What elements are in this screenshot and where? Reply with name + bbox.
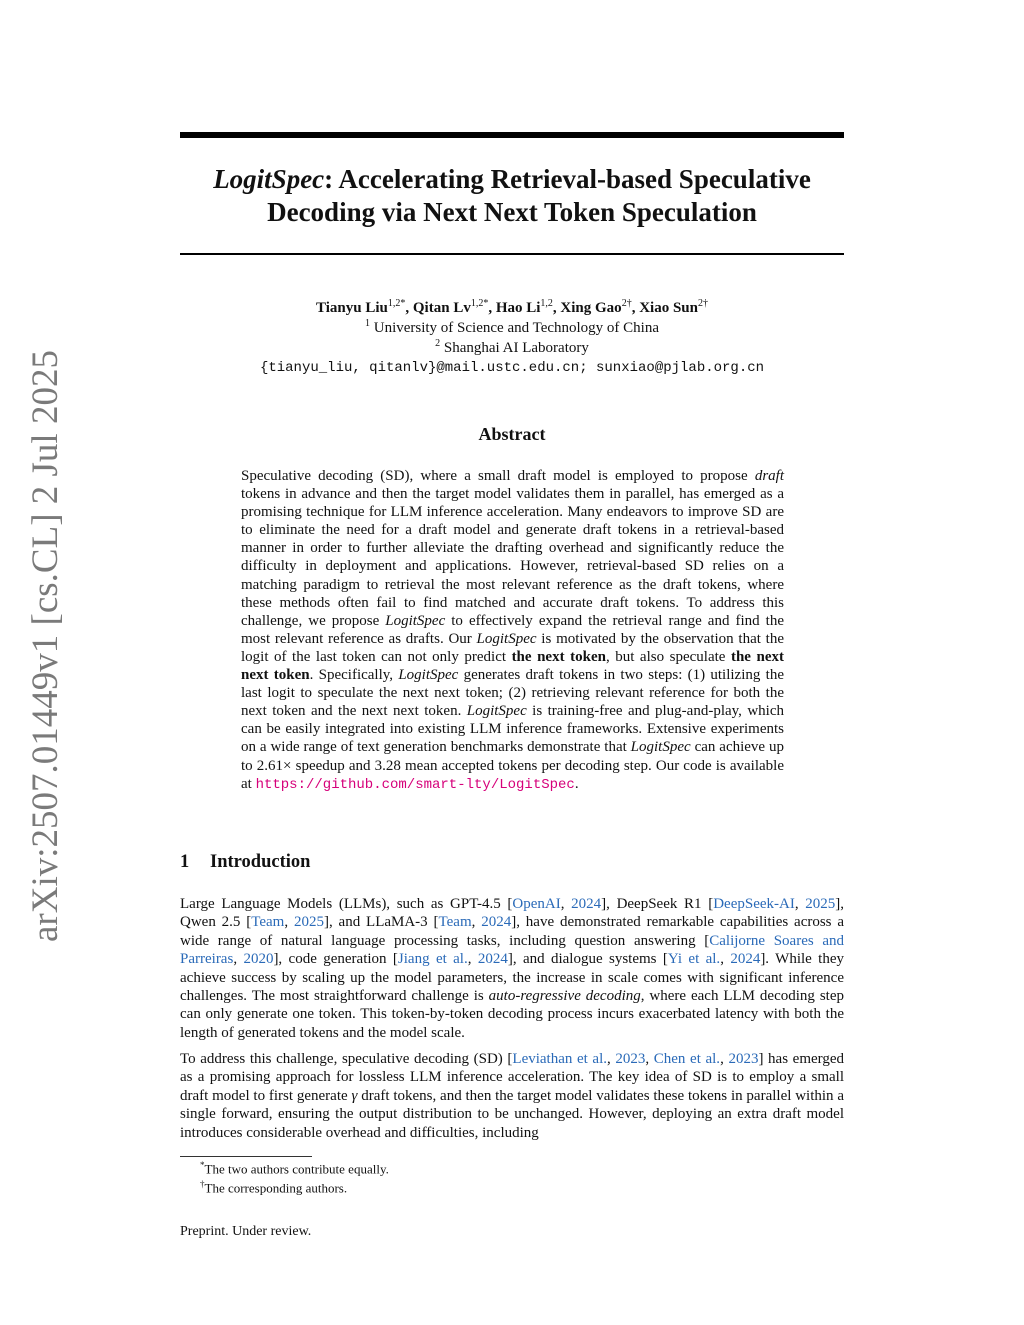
- citation-link[interactable]: Chen et al.: [653, 1051, 721, 1067]
- code-url-link[interactable]: https://github.com/smart-lty/LogitSpec: [255, 776, 575, 793]
- abstract-body: Speculative decoding (SD), where a small draft model is employed to propose draft tokens in advance and then the target model validates them in parallel, has emerged as a promising technique for LLM inference acceleration. Many endeavors to improve SD are to eliminate the need for a draft model and generate draft tokens in a retrieval-based manner in order to further alleviate the drafting overhead and significantly reduce the difficulty in deployment and applications. However, retrieval-based SD relies on a matching paradigm to retrieval the most relevant reference as the draft tokens, where these methods often fail to find matched and accurate draft tokens. To address this challenge, we propose LogitSpec to effectively expand the retrieval range and find the most relevant reference as drafts. Our LogitSpec is motivated by the observation that the logit of the last token can not only predict the next token, but also speculate the next next token. Specifically, LogitSpec generates draft tokens in two steps: (1) utilizing the last logit to speculate the next next token; (2) retrieving relevant reference for both the next token and the next next token. LogitSpec is training-free and plug-and-play, which can be easily integrated into existing LLM inference frameworks. Extensive experiments on a wide range of text generation benchmarks demonstrate that LogitSpec can achieve up to 2.61× speedup and 3.28 mean accepted tokens per decoding step. Our code is available at https://github.com/smart-lty/LogitSpec.: [241, 468, 785, 793]
- citation-link[interactable]: 2024: [571, 896, 602, 912]
- arxiv-identifier-stamp: arXiv:2507.01449v1 [cs.CL] 2 Jul 2025: [25, 350, 66, 942]
- author-emails: {tianyu_liu, qitanlv}@mail.ustc.edu.cn; sunxiao@pjlab.org.cn: [259, 360, 765, 376]
- title-top-rule: [180, 132, 844, 138]
- citation-link[interactable]: Leviathan et al.: [512, 1051, 608, 1067]
- citation-link[interactable]: OpenAI: [512, 896, 561, 912]
- affiliation-1: $^1$ University of Science and Technology of China: [364, 318, 660, 336]
- citation-link[interactable]: 2024: [477, 951, 508, 968]
- citation-link[interactable]: Yi et al.: [667, 951, 721, 968]
- citation-link[interactable]: DeepSeek-AI: [713, 896, 795, 912]
- citation-link[interactable]: 2024: [730, 951, 761, 968]
- citation-link[interactable]: Team: [251, 914, 285, 931]
- citation-link[interactable]: 2025: [293, 914, 324, 931]
- section-heading-introduction: 1 Introduction: [180, 852, 311, 872]
- citation-link[interactable]: Calijorne Soares and Parreiras: [180, 932, 844, 968]
- citation-link[interactable]: 2020: [243, 951, 274, 968]
- intro-paragraph-1: Large Language Models (LLMs), such as GPT-4.5 [OpenAI, 2024], DeepSeek R1 [DeepSeek-AI, 2025], Qwen 2.5 [Team, 2025], and LLaMA-3 [Team, 2024], have demonstrated remarkable capabilities across a wide range of natural language processing tasks, including question answering [Calijorne Soares and Parreiras, 2020], code generation [Jiang et al., 2024], and dialogue systems [Yi et al., 2024]. While they achieve success by scaling up the model parameters, the increase in scale comes with significant inference challenges. The most straightforward challenge is auto-regressive decoding, where each LLM decoding step can only generate one token. This token-by-token decoding process incurs exacerbated latency with both the length of generated tokens and the model scale.: [180, 896, 845, 1041]
- footnote-corresponding-authors: †The corresponding authors.: [200, 1179, 348, 1196]
- preprint-notice: Preprint. Under review.: [180, 1224, 312, 1239]
- citation-link[interactable]: 2023: [615, 1051, 646, 1067]
- citation-link[interactable]: Team: [438, 914, 472, 931]
- citation-link[interactable]: 2025: [805, 896, 836, 912]
- citation-link[interactable]: 2024: [481, 914, 512, 931]
- author-block: [180, 298, 844, 378]
- intro-paragraph-2: To address this challenge, speculative decoding (SD) [Leviathan et al., 2023, Chen et al., 2023] has emerged as a promising approach for lossless LLM inference acceleration. The key idea of SD is to employ a small draft model to first generate γ draft tokens, and then the target model validates these tokens in parallel within a single forward, ensuring the output distribution to be unchanged. However, deploying an extra draft model introduces considerable overhead and difficulties, including: [180, 1051, 845, 1141]
- citation-link[interactable]: Jiang et al.: [397, 951, 468, 968]
- paper-title: LogitSpec: Accelerating Retrieval-based Speculative Decoding via Next Next Token Speculation: [213, 164, 811, 227]
- affiliation-2: $^2$ Shanghai AI Laboratory: [435, 338, 589, 356]
- citation-link[interactable]: 2023: [728, 1051, 759, 1067]
- footnote-equal-contribution: *The two authors contribute equally.: [200, 1160, 389, 1177]
- author-names: Tianyu Liu$^{1,2*}$, Qitan $Lv^{1,2*}$, Hao Li$^{1,2}$, Xing Gao$^{2\dagger}$, Xiao Sun$^{2\dagger}$: [316, 298, 708, 316]
- abstract-heading: Abstract: [478, 424, 546, 444]
- title-bottom-rule: [180, 253, 844, 255]
